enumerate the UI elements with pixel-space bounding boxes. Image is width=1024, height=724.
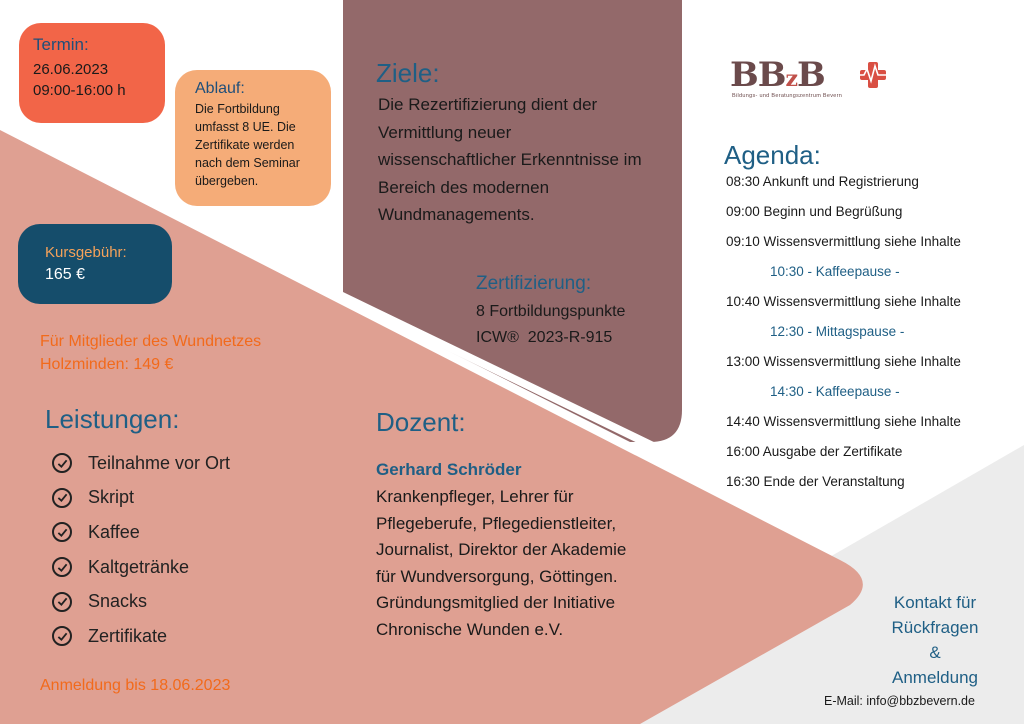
kursgebuehr-box xyxy=(18,224,172,304)
ziele-heading: Ziele: xyxy=(376,58,440,88)
leistung-label: Kaffee xyxy=(88,521,140,542)
kursgebuehr-heading: Kursgebühr: xyxy=(45,244,127,261)
agenda-item: 10:40 Wissensvermittlung siehe Inhalte xyxy=(726,294,961,309)
check-circle-icon xyxy=(52,557,72,577)
agenda-item: 14:40 Wissensvermittlung siehe Inhalte xyxy=(726,414,961,429)
leistung-item xyxy=(52,550,230,585)
check-circle-icon xyxy=(52,626,72,646)
zertifizierung-points: 8 Fortbildungspunkte xyxy=(476,303,626,320)
ablauf-heading: Ablauf: xyxy=(195,80,245,97)
leistung-item xyxy=(52,619,230,654)
termin-box xyxy=(19,23,165,123)
kontakt-line4: Anmeldung xyxy=(891,668,978,687)
check-circle-icon xyxy=(52,488,72,508)
zertifizierung-code: ICW® 2023-R-915 xyxy=(476,329,613,346)
ziele-text: Die Rezertifizierung dient der Vermittlung neuer wissenschaftlicher Erkenntnisse im Bereich des modernen Wundmanagements. xyxy=(378,95,642,224)
leistung-item xyxy=(52,584,230,619)
check-circle-icon xyxy=(52,453,72,473)
leistung-item xyxy=(52,481,230,516)
kursgebuehr-price: 165 € xyxy=(45,266,86,283)
agenda-item: 16:00 Ausgabe der Zertifikate xyxy=(726,444,903,459)
leistungen-heading: Leistungen: xyxy=(45,404,180,434)
agenda-pause-item: 14:30 - Kaffeepause - xyxy=(770,384,900,399)
leistung-item xyxy=(52,515,230,550)
leistung-label: Teilnahme vor Ort xyxy=(88,452,231,473)
leistungen-list xyxy=(52,446,230,654)
agenda-pause-item: 10:30 - Kaffeepause - xyxy=(770,264,900,279)
logo-text-main: BB xyxy=(730,55,786,95)
agenda-item: 16:30 Ende der Veranstaltung xyxy=(726,474,905,489)
member-price-line2: Holzminden: 149 € xyxy=(40,356,174,373)
agenda-heading: Agenda: xyxy=(724,140,821,170)
leistung-label: Snacks xyxy=(88,591,148,612)
check-circle-icon xyxy=(52,592,72,612)
registration-deadline: Anmeldung bis 18.06.2023 xyxy=(40,677,231,694)
logo-text-end: B xyxy=(796,55,825,95)
check-circle-icon xyxy=(52,522,72,542)
ablauf-box xyxy=(175,70,331,206)
member-price-line1: Für Mitglieder des Wundnetzes xyxy=(40,333,262,350)
dozent-heading: Dozent: xyxy=(376,407,466,437)
agenda-item: 09:00 Beginn und Begrüßung xyxy=(726,204,903,219)
leistung-label: Zertifikate xyxy=(88,625,168,646)
ablauf-text: Die Fortbildung umfasst 8 UE. Die Zertifikate werden nach dem Seminar übergeben. xyxy=(195,102,300,188)
termin-date: 26.06.2023 xyxy=(33,61,109,78)
agenda-item: 08:30 Ankunft und Registrierung xyxy=(726,174,919,189)
kontakt-line1: Kontakt für xyxy=(893,593,977,612)
termin-heading: Termin: xyxy=(33,35,89,54)
member-price xyxy=(40,330,261,376)
leistung-item xyxy=(52,446,230,481)
logo-wordmark xyxy=(730,55,825,95)
bbzb-logo xyxy=(730,55,900,105)
kontakt-line2: Rückfragen xyxy=(891,618,979,637)
termin-time: 09:00-16:00 h xyxy=(33,82,126,99)
dozent-name: Gerhard Schröder xyxy=(376,460,522,479)
agenda-item: 09:10 Wissensvermittlung siehe Inhalte xyxy=(726,234,961,249)
zertifizierung-heading: Zertifizierung: xyxy=(476,273,592,294)
kontakt-line3: & xyxy=(929,643,941,662)
medical-cross-icon xyxy=(858,60,888,90)
leistung-label: Kaltgetränke xyxy=(88,556,190,577)
agenda-list xyxy=(726,172,961,502)
logo-subtitle: Bildungs- und Beratungszentrum Bevern xyxy=(732,93,843,99)
agenda-item: 13:00 Wissensvermittlung siehe Inhalte xyxy=(726,354,961,369)
agenda-pause-item: 12:30 - Mittagspause - xyxy=(770,324,905,339)
logo-text-small: z xyxy=(785,66,797,92)
kontakt-block xyxy=(870,590,1000,690)
dozent-bio: Krankenpfleger, Lehrer für Pflegeberufe, Pflegedienstleiter, Journalist, Direktor der Akademie für Wundversorgung, Göttingen. Gründungsmitglied der Initiative Chronische Wunden e.V. xyxy=(376,487,627,639)
leistung-label: Skript xyxy=(88,487,135,508)
contact-email[interactable]: E-Mail: info@bbzbevern.de xyxy=(824,694,975,708)
